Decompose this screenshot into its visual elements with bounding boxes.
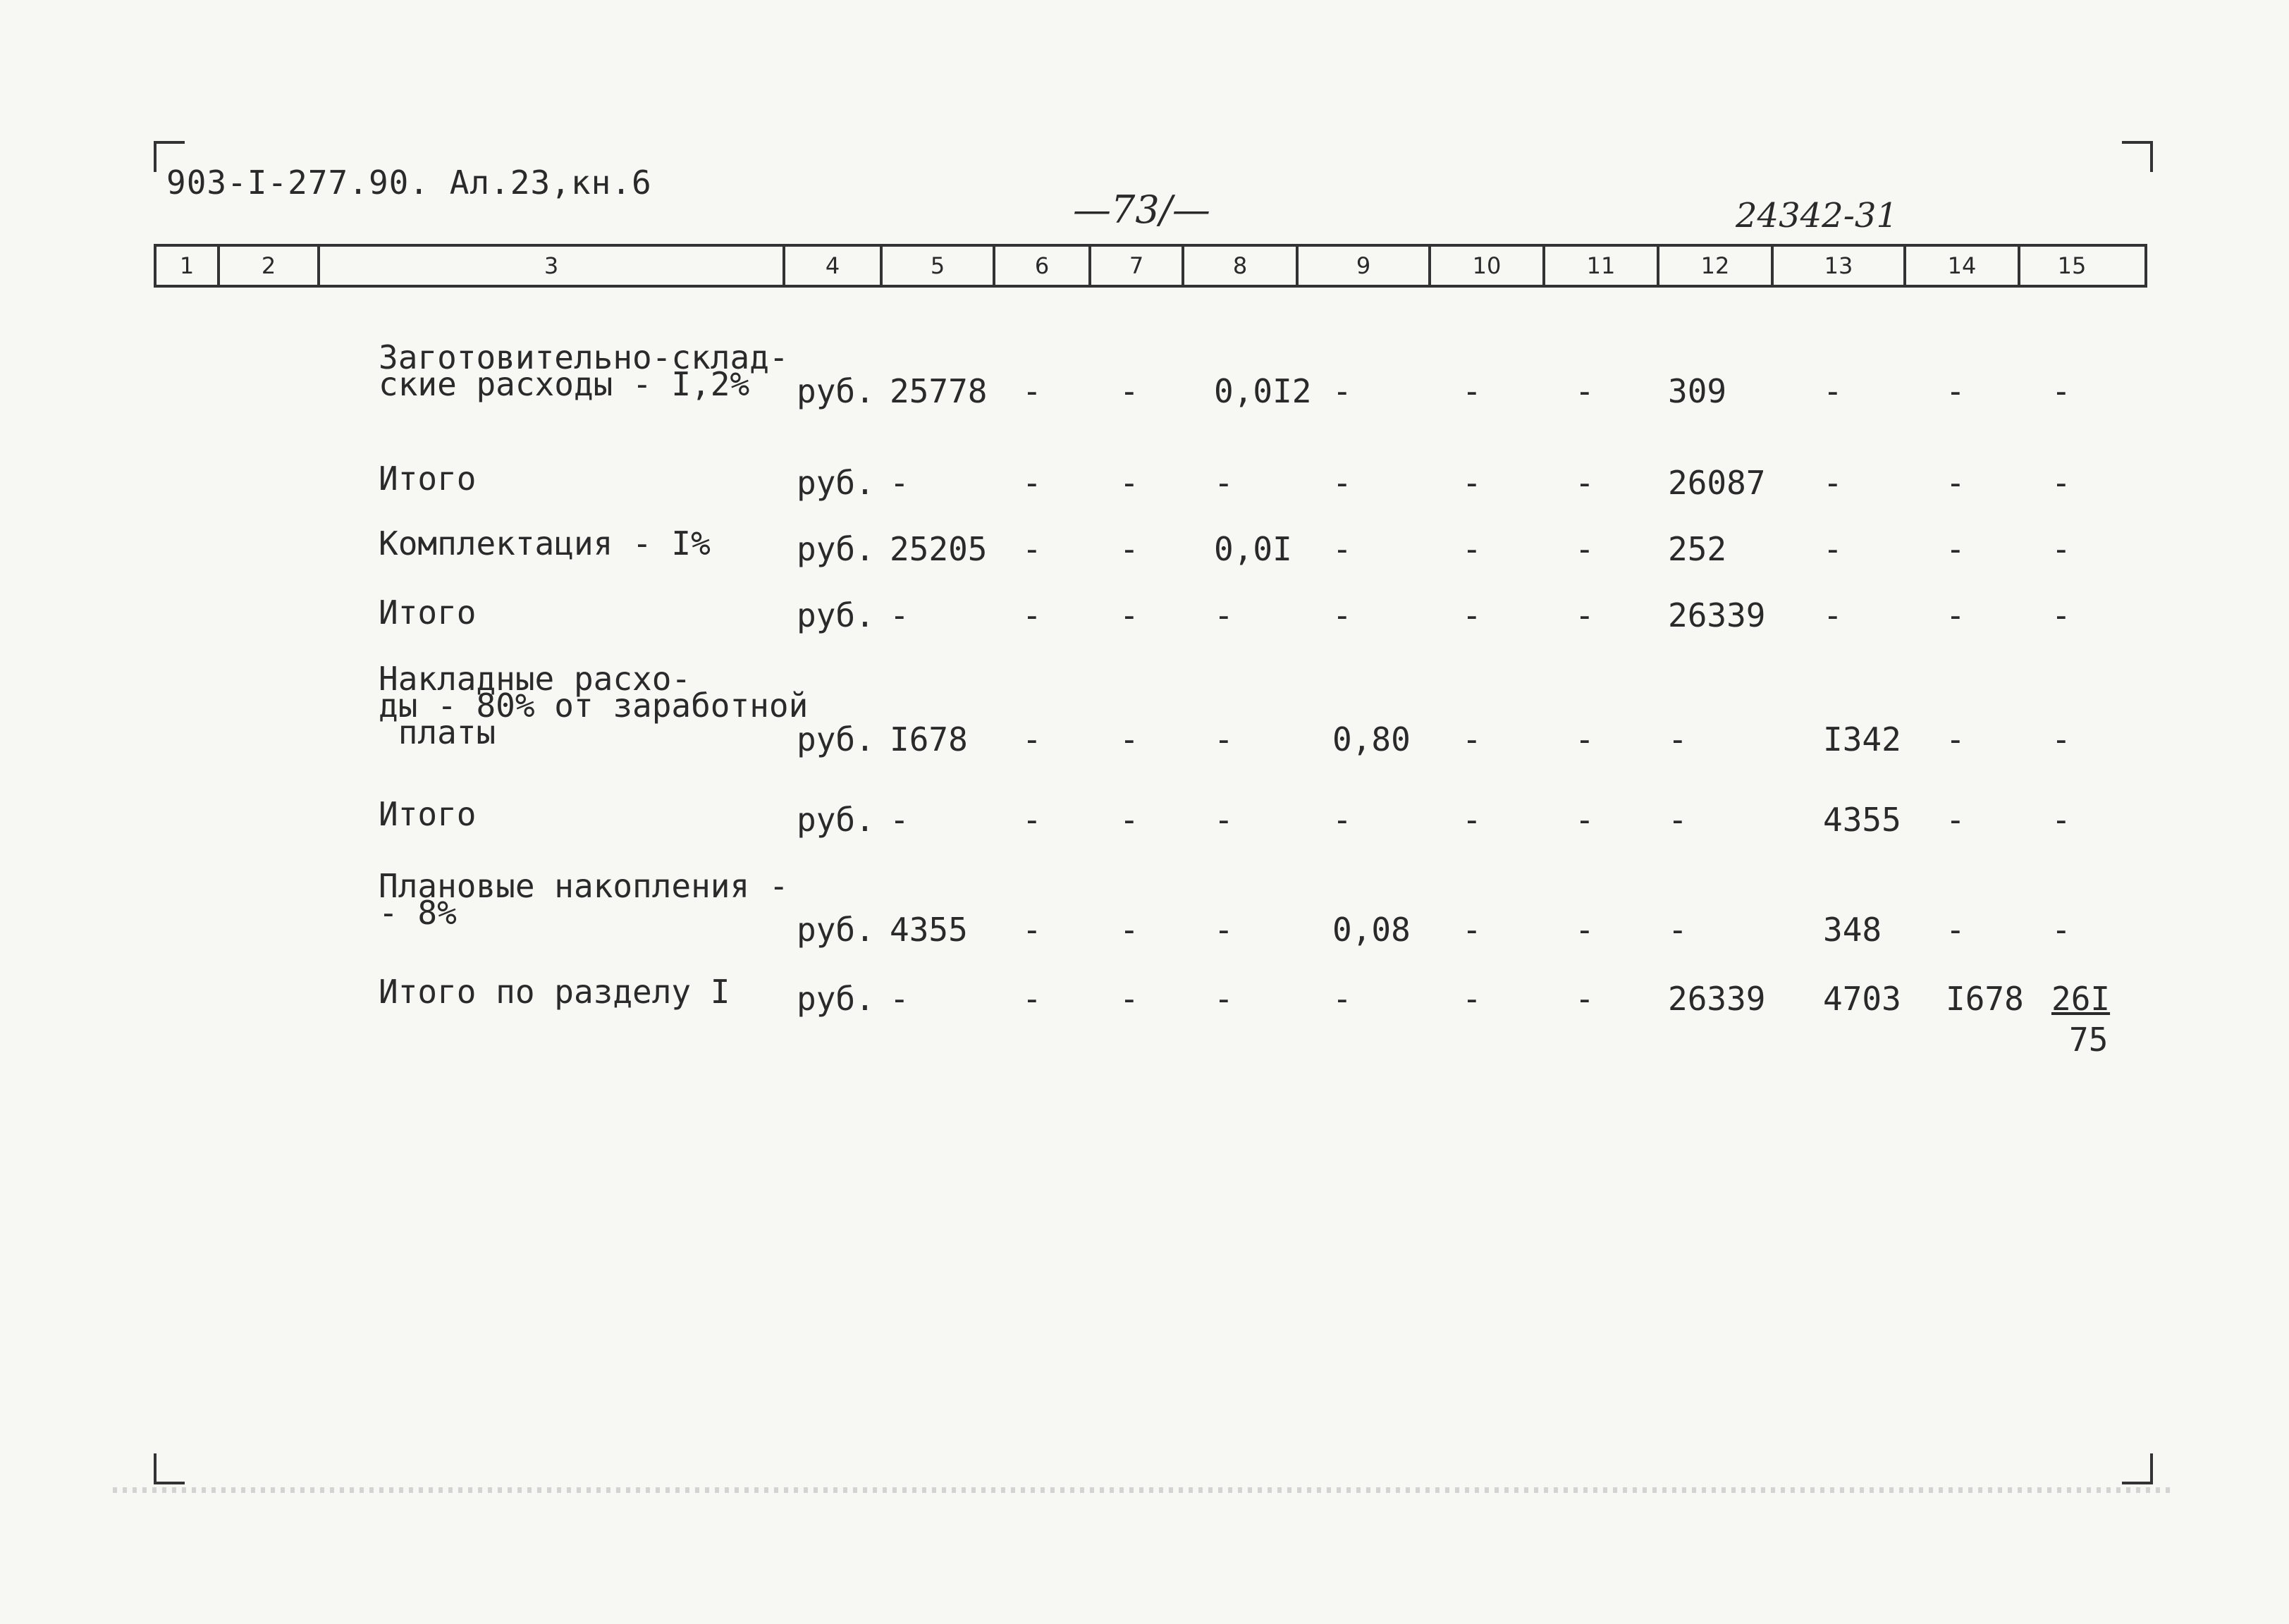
table-cell: -: [1119, 530, 1139, 568]
table-cell: 26339: [1668, 980, 1766, 1018]
table-cell: I678: [1946, 980, 2024, 1018]
row-label: Итого: [379, 795, 477, 833]
table-cell: руб.: [797, 720, 875, 758]
table-cell: -: [1575, 464, 1595, 502]
header-col-15: 15: [2057, 252, 2087, 279]
table-cell: -: [1575, 720, 1595, 758]
table-cell: 0,0I: [1214, 530, 1292, 568]
header-col-13: 13: [1774, 247, 1906, 285]
table-cell: -: [1332, 596, 1352, 634]
table-cell: -: [1946, 911, 1965, 949]
row-label: Комплектация - I%: [379, 524, 711, 562]
header-col-8: 8: [1184, 247, 1299, 285]
table-cell: -: [1022, 980, 1042, 1018]
table-cell: -: [890, 464, 909, 502]
table-cell: -: [1119, 980, 1139, 1018]
table-cell: 309: [1668, 372, 1727, 410]
table-cell: -: [1462, 530, 1482, 568]
table-cell: I342: [1823, 720, 1901, 758]
page-number: —73/—: [1073, 187, 1210, 232]
table-cell: I678: [890, 720, 968, 758]
table-cell: -: [1946, 720, 1965, 758]
table-cell: -: [1119, 372, 1139, 410]
table-cell: руб.: [797, 801, 875, 839]
table-cell: -: [1668, 801, 1688, 839]
table-cell: -: [2051, 530, 2071, 568]
table-cell: -: [1332, 464, 1352, 502]
table-cell: -: [2051, 720, 2071, 758]
header-col-5: 5: [883, 247, 995, 285]
table-cell: -: [1119, 911, 1139, 949]
table-cell: -: [1119, 464, 1139, 502]
table-cell: -: [1022, 372, 1042, 410]
header-col-6: 6: [995, 247, 1091, 285]
table-cell: -: [1022, 464, 1042, 502]
table-cell: -: [1119, 596, 1139, 634]
table-cell: -: [1462, 596, 1482, 634]
header-col-10: 10: [1431, 247, 1545, 285]
sheet-id: 24342-31: [1736, 196, 1898, 235]
header-col-2: 2: [220, 247, 320, 285]
header-col-3: 3: [320, 247, 785, 285]
table-cell: -: [1119, 720, 1139, 758]
table-cell: -: [2051, 596, 2071, 634]
table-cell: -: [2051, 801, 2071, 839]
table-cell: -: [1214, 980, 1234, 1018]
table-cell: -: [1946, 530, 1965, 568]
table-cell: -: [1462, 801, 1482, 839]
table-cell: 26339: [1668, 596, 1766, 634]
table-cell: руб.: [797, 530, 875, 568]
table-cell: -: [890, 980, 909, 1018]
table-cell: -: [1575, 801, 1595, 839]
table-cell: -: [1332, 980, 1352, 1018]
header-col-14: 14: [1906, 247, 2020, 285]
table-cell: -: [1575, 530, 1595, 568]
table-cell: -: [1668, 720, 1688, 758]
table-cell: 25205: [890, 530, 988, 568]
table-cell: руб.: [797, 596, 875, 634]
table-cell: -: [1022, 530, 1042, 568]
row-label: Итого: [379, 460, 477, 498]
table-cell: -: [1214, 720, 1234, 758]
table-cell: -: [2051, 464, 2071, 502]
table-cell: 25778: [890, 372, 988, 410]
table-cell: -: [1946, 464, 1965, 502]
table-cell: -: [1022, 801, 1042, 839]
table-cell: -: [1946, 801, 1965, 839]
header-col-11: 11: [1545, 247, 1659, 285]
row-label: Заготовительно-склад- ские расходы - I,2%: [379, 338, 789, 403]
table-cell: -: [1462, 372, 1482, 410]
table-cell: 4703: [1823, 980, 1901, 1018]
table-cell: -: [1022, 596, 1042, 634]
table-cell: -: [1946, 372, 1965, 410]
table-cell: -: [1946, 596, 1965, 634]
table-cell: -: [1575, 372, 1595, 410]
table-cell: -: [1332, 372, 1352, 410]
table-cell: -: [890, 801, 909, 839]
table-cell: -: [1332, 530, 1352, 568]
table-cell: руб.: [797, 464, 875, 502]
document-code: 903-I-277.90. Ал.23,кн.6: [166, 164, 652, 202]
corner-mark-top-right: [2122, 141, 2153, 172]
table-cell: 26087: [1668, 464, 1766, 502]
table-cell: -: [1823, 596, 1843, 634]
table-cell: -: [1823, 464, 1843, 502]
table-cell: -: [1575, 596, 1595, 634]
table-cell: 4355: [1823, 801, 1901, 839]
table-cell: -: [1022, 720, 1042, 758]
table-cell: 0,80: [1332, 720, 1411, 758]
table-cell: 4355: [890, 911, 968, 949]
corner-mark-bottom-left: [154, 1453, 185, 1484]
table-cell: -: [1214, 911, 1234, 949]
table-cell: руб.: [797, 372, 875, 410]
table-cell: 0,0I2: [1214, 372, 1312, 410]
row-label: Итого по разделу I: [379, 973, 730, 1011]
scan-edge-noise: [113, 1487, 2171, 1493]
table-cell: 348: [1823, 911, 1882, 949]
table-cell: 0,08: [1332, 911, 1411, 949]
footnote-number: 75: [2069, 1021, 2109, 1059]
table-cell: -: [1119, 801, 1139, 839]
header-col-7: 7: [1091, 247, 1184, 285]
table-cell: -: [1214, 464, 1234, 502]
table-cell: -: [1462, 911, 1482, 949]
header-col-12: 12: [1659, 247, 1774, 285]
row-label: Накладные расхо- ды - 80% от заработной платы: [379, 660, 809, 751]
table-cell: -: [1575, 911, 1595, 949]
table-cell: -: [1332, 801, 1352, 839]
header-col-1: 1: [157, 247, 220, 285]
table-cell: 252: [1668, 530, 1727, 568]
table-cell: -: [1214, 596, 1234, 634]
table-cell: -: [1823, 372, 1843, 410]
table-cell: руб.: [797, 911, 875, 949]
row-label: Итого: [379, 593, 477, 632]
table-cell: -: [1823, 530, 1843, 568]
table-cell: -: [1214, 801, 1234, 839]
table-cell: -: [2051, 372, 2071, 410]
table-cell: -: [1462, 720, 1482, 758]
table-cell: -: [890, 596, 909, 634]
table-cell: -: [2051, 911, 2071, 949]
corner-mark-bottom-right: [2122, 1453, 2153, 1484]
table-cell: руб.: [797, 980, 875, 1018]
column-number-header: [154, 244, 2147, 288]
table-cell: -: [1462, 464, 1482, 502]
row-label: Плановые накопления - - 8%: [379, 867, 789, 932]
table-cell: -: [1462, 980, 1482, 1018]
table-cell: -: [1575, 980, 1595, 1018]
table-cell: -: [1022, 911, 1042, 949]
table-cell: -: [1668, 911, 1688, 949]
header-col-9: 9: [1299, 247, 1431, 285]
table-cell: 26I: [2051, 980, 2111, 1018]
header-col-4: 4: [785, 247, 883, 285]
